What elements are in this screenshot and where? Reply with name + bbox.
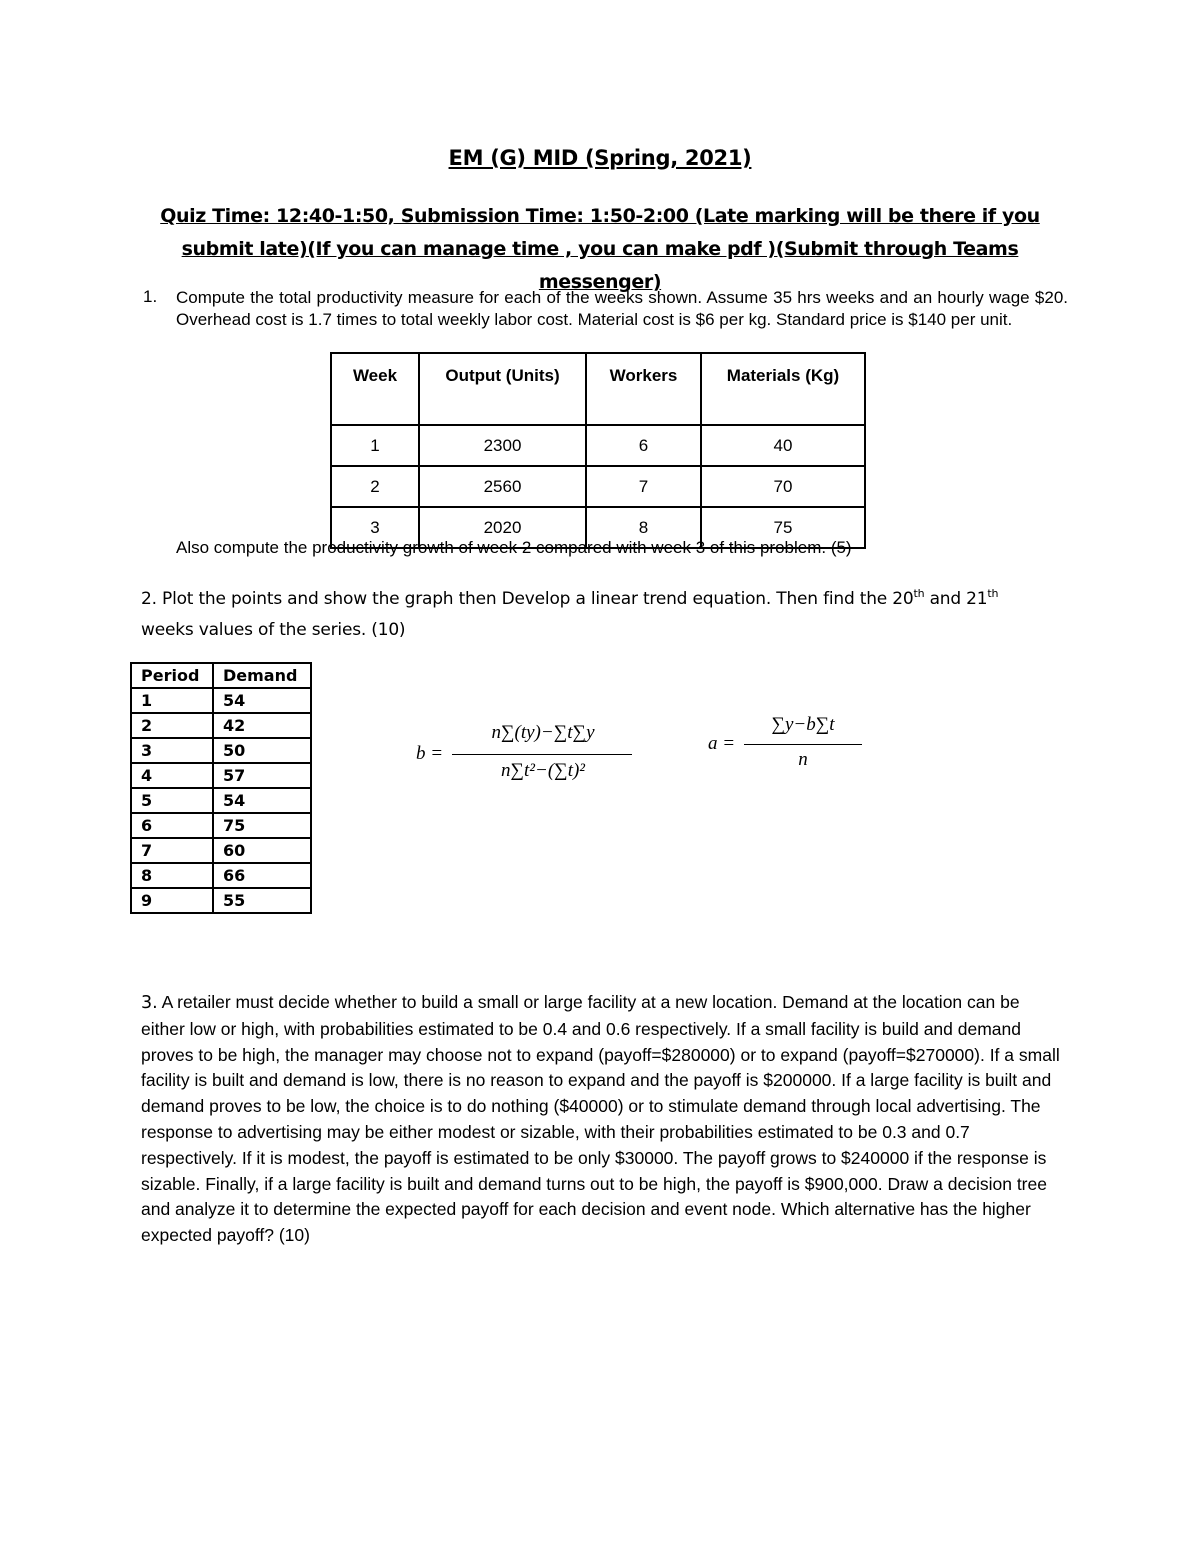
cell-materials: 40 xyxy=(701,425,865,466)
formula-b-numerator: n∑(ty)−∑t∑y xyxy=(491,722,595,743)
formula-a-fraction-bar xyxy=(744,744,862,745)
question-2-text xyxy=(141,584,1081,646)
question-2-text-part1: 2. Plot the points and show the graph then Develop a linear trend equation. Then find the 20 xyxy=(141,589,914,609)
cell-period: 3 xyxy=(131,738,213,763)
cell-demand: 75 xyxy=(213,813,311,838)
table-row xyxy=(131,738,311,763)
header-period: Period xyxy=(131,663,213,688)
formula-b-fraction-bar xyxy=(452,754,632,755)
quiz-instructions: Quiz Time: 12:40-1:50, Submission Time: 1:50-2:00 (Late marking will be there if you submit late)(If you can manage time , you can make pdf )(Submit through Teams messenger) xyxy=(160,205,1040,293)
cell-output: 2020 xyxy=(419,507,586,548)
table-row xyxy=(131,838,311,863)
superscript-th: th xyxy=(987,587,999,600)
table-header-row xyxy=(131,663,311,688)
cell-demand: 50 xyxy=(213,738,311,763)
formula-b-denominator: n∑t²−(∑t)² xyxy=(500,760,585,781)
table-header-row xyxy=(331,353,865,425)
header-demand: Demand xyxy=(213,663,311,688)
table-row xyxy=(331,425,865,466)
question-3-number: 3. xyxy=(141,993,158,1013)
question-3-text xyxy=(141,990,1061,1249)
cell-week: 3 xyxy=(331,507,419,548)
cell-output: 2300 xyxy=(419,425,586,466)
formula-a-denominator: n xyxy=(798,749,808,770)
cell-period: 2 xyxy=(131,713,213,738)
cell-week: 1 xyxy=(331,425,419,466)
cell-materials: 70 xyxy=(701,466,865,507)
question-2-text-part2: and 21 xyxy=(924,589,988,609)
cell-output: 2560 xyxy=(419,466,586,507)
table-row xyxy=(131,788,311,813)
cell-demand: 66 xyxy=(213,863,311,888)
question-1-growth-text: Also compute the productivity growth of week 2 compared with week 3 of this problem. (5) xyxy=(176,538,852,557)
cell-week: 2 xyxy=(331,466,419,507)
cell-period: 1 xyxy=(131,688,213,713)
table-row xyxy=(131,813,311,838)
question-2-text-part3: weeks values of the series. (10) xyxy=(141,620,406,640)
question-3-body: A retailer must decide whether to build a small or large facility at a new location. Demand at the location can be either low or high, with probabilities estimated to be 0.4 and 0.6 respectively. If a small facility is build and demand proves to be high, the manager may choose not to expand (payoff=$280000) or to expand (payoff=$270000). If a small facility is built and demand is low, there is no reason to expand and the payoff is $200000. If a large facility is built and demand proves to be low, the choice is to do nothing ($40000) or to stimulate demand through local advertising. The response to advertising may be either modest or sizable, with their probabilities estimated to be 0.3 and 0.7 respectively. If it is modest, the payoff is estimated to be only $30000. The payoff grows to $240000 if the response is sizable. Finally, if a large facility is built and demand turns out to be high, the payoff is $900,000. Draw a decision tree and analyze it to determine the expected payoff for each decision and event node. Which alternative has the higher expected payoff? (10) xyxy=(141,992,1060,1246)
question-1-number: 1. xyxy=(143,287,158,306)
header-materials: Materials (Kg) xyxy=(701,353,865,425)
formula-a-numerator: ∑y−b∑t xyxy=(771,714,835,735)
demand-table xyxy=(130,662,312,914)
cell-period: 9 xyxy=(131,888,213,913)
productivity-table xyxy=(330,352,866,549)
cell-demand: 57 xyxy=(213,763,311,788)
cell-demand: 54 xyxy=(213,688,311,713)
cell-workers: 6 xyxy=(586,425,701,466)
header-output: Output (Units) xyxy=(419,353,586,425)
table-row xyxy=(131,713,311,738)
table-row xyxy=(131,763,311,788)
table-row xyxy=(331,466,865,507)
cell-workers: 8 xyxy=(586,507,701,548)
table-row xyxy=(131,688,311,713)
cell-period: 6 xyxy=(131,813,213,838)
cell-period: 7 xyxy=(131,838,213,863)
cell-demand: 54 xyxy=(213,788,311,813)
cell-period: 8 xyxy=(131,863,213,888)
cell-demand: 60 xyxy=(213,838,311,863)
header-workers: Workers xyxy=(586,353,701,425)
table-row xyxy=(131,863,311,888)
cell-period: 4 xyxy=(131,763,213,788)
formula-a-lhs: a = xyxy=(708,733,736,754)
cell-demand: 55 xyxy=(213,888,311,913)
formula-b-lhs: b = xyxy=(416,743,444,764)
cell-workers: 7 xyxy=(586,466,701,507)
cell-period: 5 xyxy=(131,788,213,813)
question-1-text: Compute the total productivity measure for each of the weeks shown. Assume 35 hrs weeks and an hourly wage $20. Overhead cost is 1.7 times to total weekly labor cost. Material cost is $6 per kg. Standard price is $140 per unit. xyxy=(176,288,1068,329)
cell-demand: 42 xyxy=(213,713,311,738)
table-row xyxy=(131,888,311,913)
header-week: Week xyxy=(331,353,419,425)
cell-materials: 75 xyxy=(701,507,865,548)
page-title: EM (G) MID (Spring, 2021) xyxy=(448,146,752,170)
superscript-th: th xyxy=(913,587,925,600)
